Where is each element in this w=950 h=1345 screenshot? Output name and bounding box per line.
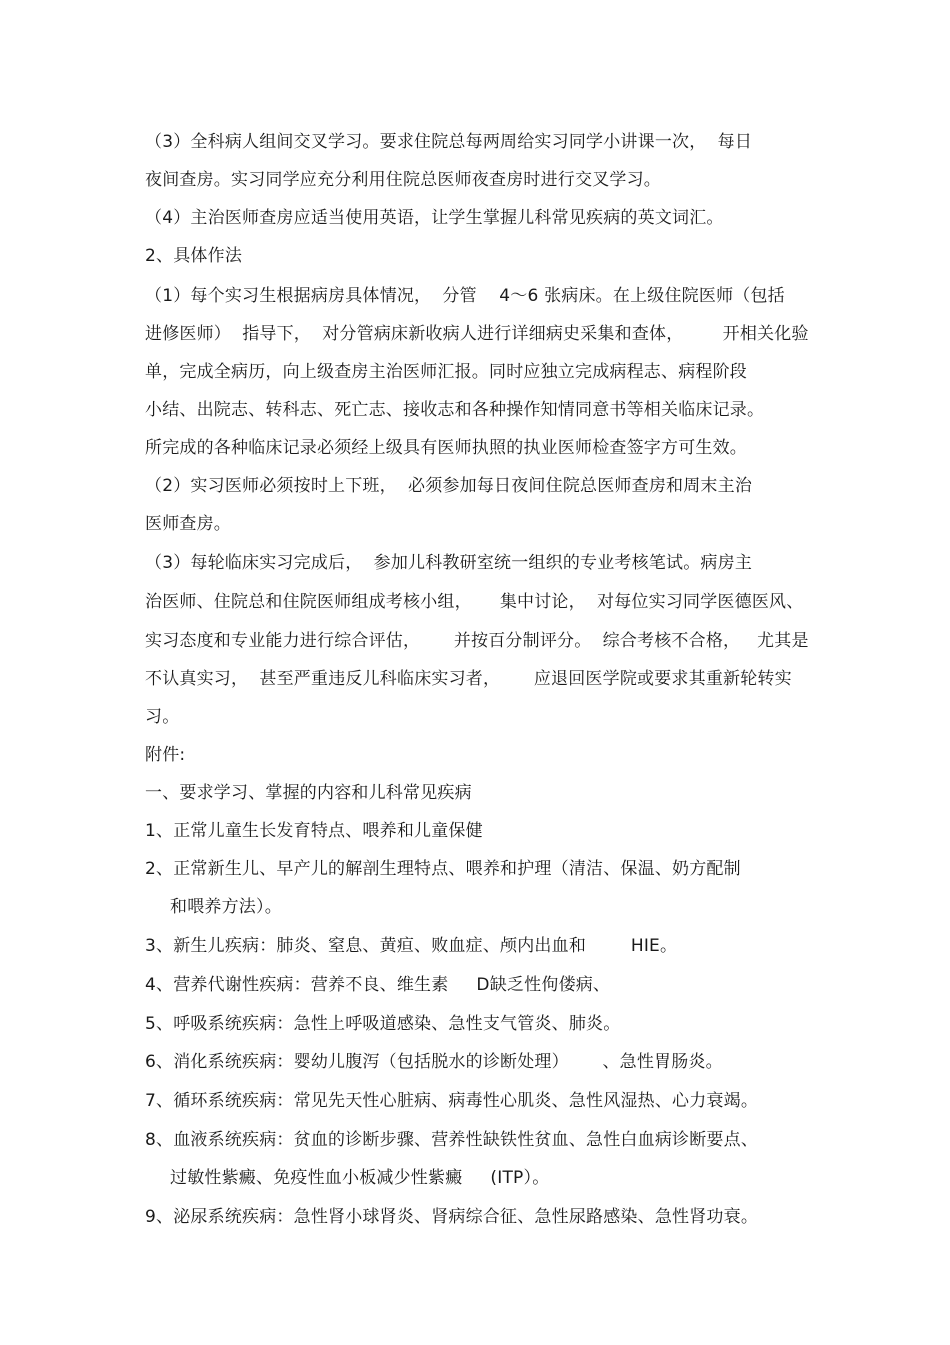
- text-line: 治医师、住院总和住院医师组成考核小组， 集中讨论， 对每位实习同学医德医风、: [145, 592, 804, 612]
- list-item: 9、泌尿系统疾病：急性肾小球肾炎、肾病综合征、急性尿路感染、急性肾功衰。: [145, 1207, 759, 1227]
- text-line: 医师查房。: [145, 514, 231, 534]
- text-line: 习。: [145, 707, 180, 727]
- text-line: （1）每个实习生根据病房具体情况， 分管 4～6 张病床。在上级住院医师（包括: [145, 286, 785, 306]
- section-heading: 一、要求学习、掌握的内容和儿科常见疾病: [145, 783, 472, 803]
- text-line: 不认真实习， 甚至严重违反儿科临床实习者， 应退回医学院或要求其重新轮转实: [145, 669, 792, 689]
- list-item: 1、正常儿童生长发育特点、喂养和儿童保健: [145, 821, 483, 841]
- text-line: 所完成的各种临床记录必须经上级具有医师执照的执业医师检查签字方可生效。: [145, 438, 747, 458]
- text-line: （4）主治医师查房应适当使用英语，让学生掌握儿科常见疾病的英文词汇。: [145, 208, 724, 228]
- attachment-label: 附件:: [145, 745, 186, 765]
- list-item: 5、呼吸系统疾病：急性上呼吸道感染、急性支气管炎、肺炎。: [145, 1014, 621, 1034]
- list-item: 3、新生儿疾病：肺炎、窒息、黄疸、败血症、颅内出血和 HIE。: [145, 936, 678, 956]
- section-heading: 2、具体作法: [145, 246, 243, 266]
- text-line: 夜间查房。实习同学应充分利用住院总医师夜查房时进行交叉学习。: [145, 170, 661, 190]
- text-line: 单，完成全病历，向上级查房主治医师汇报。同时应独立完成病程志、病程阶段: [145, 362, 747, 382]
- list-item: 6、消化系统疾病：婴幼儿腹泻（包括脱水的诊断处理） 、急性胃肠炎。: [145, 1052, 723, 1072]
- text-line: 小结、出院志、转科志、死亡志、接收志和各种操作知情同意书等相关临床记录。: [145, 400, 765, 420]
- list-item: 8、血液系统疾病：贫血的诊断步骤、营养性缺铁性贫血、急性白血病诊断要点、: [145, 1130, 759, 1150]
- list-item: 4、营养代谢性疾病：营养不良、维生素 D缺乏性佝偻病、: [145, 975, 611, 995]
- list-item-continuation: 过敏性紫癜、免疫性血小板减少性紫癜 (ITP）。: [170, 1168, 550, 1188]
- text-line: 实习态度和专业能力进行综合评估， 并按百分制评分。 综合考核不合格， 尤其是: [145, 631, 809, 651]
- text-line: （2）实习医师必须按时上下班， 必须参加每日夜间住院总医师查房和周末主治: [145, 476, 753, 496]
- list-item-continuation: 和喂养方法）。: [170, 897, 282, 917]
- text-line: （3）全科病人组间交叉学习。要求住院总每两周给实习同学小讲课一次， 每日: [145, 132, 753, 152]
- text-line: 进修医师） 指导下， 对分管病床新收病人进行详细病史采集和查体， 开相关化验: [145, 324, 809, 344]
- list-item: 2、正常新生儿、早产儿的解剖生理特点、喂养和护理（清洁、保温、奶方配制: [145, 859, 741, 879]
- text-line: （3）每轮临床实习完成后， 参加儿科教研室统一组织的专业考核笔试。病房主: [145, 553, 753, 573]
- list-item: 7、循环系统疾病：常见先天性心脏病、病毒性心肌炎、急性风湿热、心力衰竭。: [145, 1091, 759, 1111]
